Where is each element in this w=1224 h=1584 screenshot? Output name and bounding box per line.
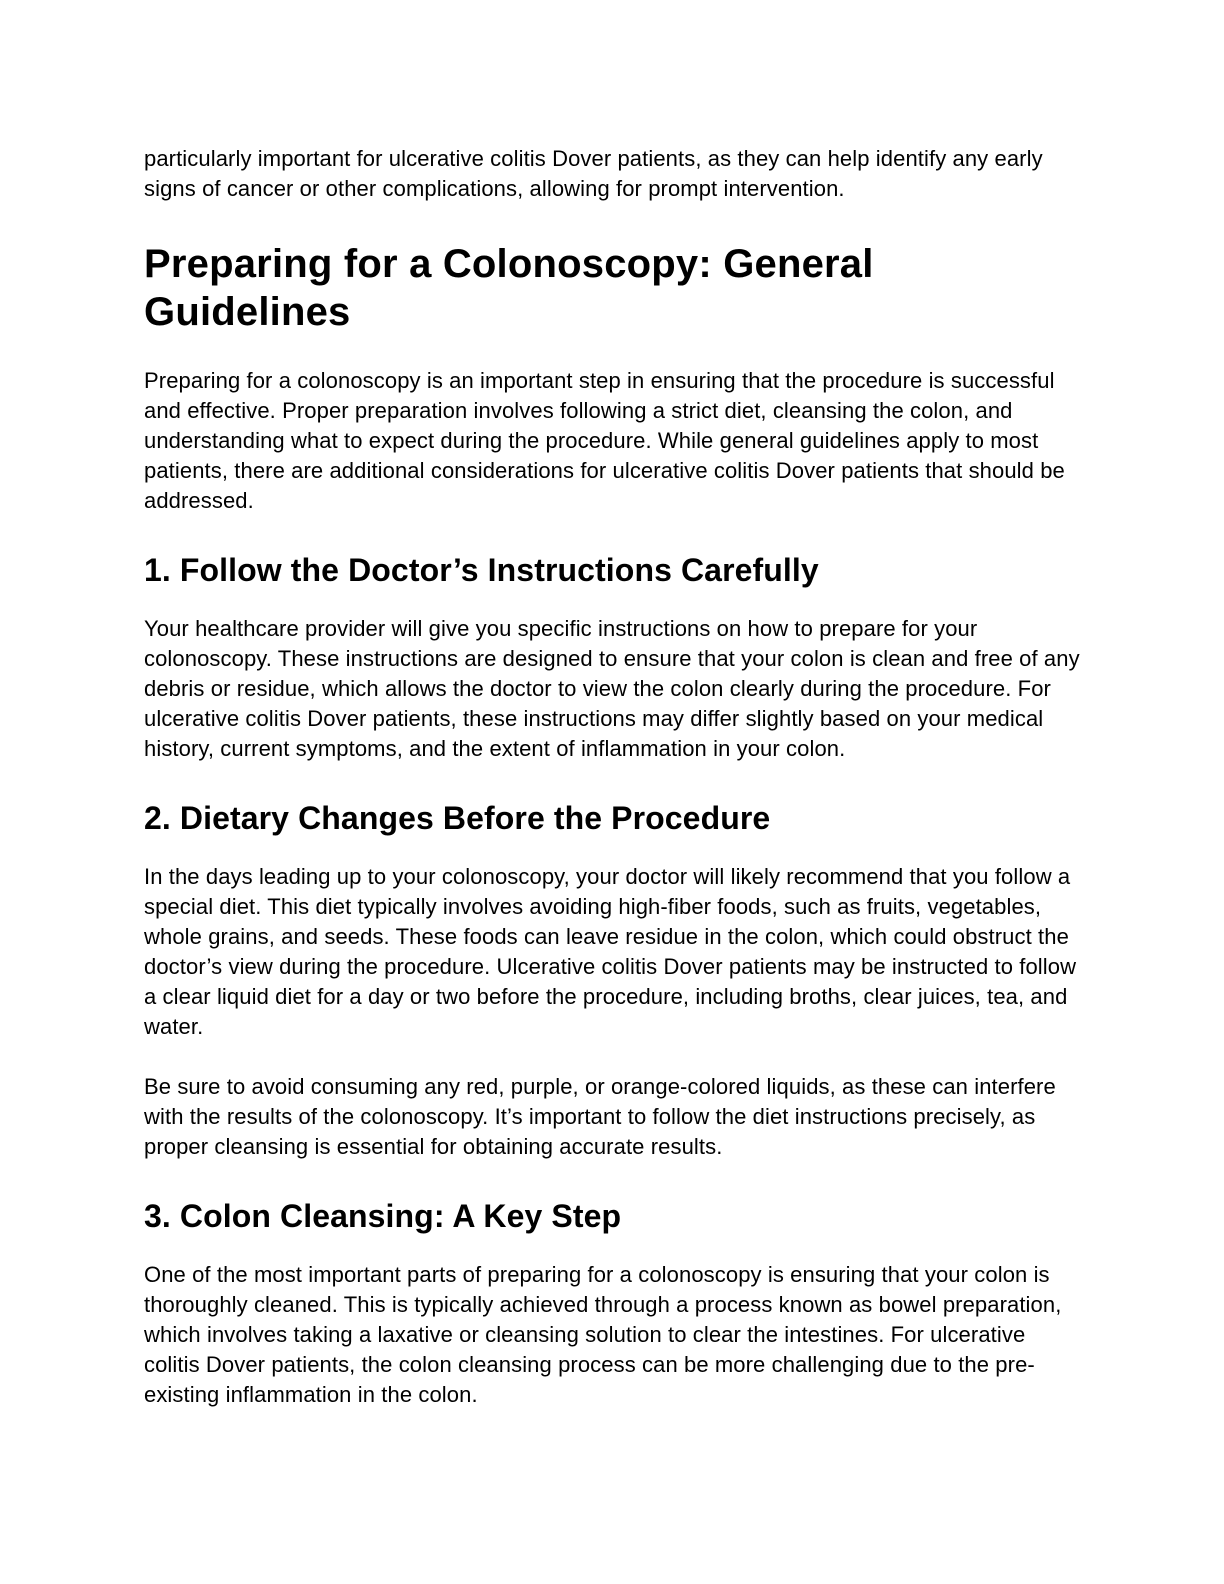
heading-dietary-changes: 2. Dietary Changes Before the Procedure <box>144 800 771 836</box>
document-body <box>144 144 1080 1410</box>
paragraph-screenings-continuation: particularly important for ulcerative colitis Dover patients, as they can help identify any early signs of cancer or other complications, allowing for prompt intervention. <box>144 146 1043 201</box>
paragraph-avoid-colored-liquids: Be sure to avoid consuming any red, purple, or orange-colored liquids, as these can interfere with the results of the colonoscopy. It’s important to follow the diet instructions precisely, as proper cleansing is essential for obtaining accurate results. <box>144 1074 1056 1159</box>
paragraph-dietary-changes: In the days leading up to your colonoscopy, your doctor will likely recommend that you follow a special diet. This diet typically involves avoiding high-fiber foods, such as fruits, vegetables, whole grains, and seeds. These foods can leave residue in the colon, which could obstruct the doctor’s view during the procedure. Ulcerative colitis Dover patients may be instructed to follow a clear liquid diet for a day or two before the procedure, including broths, clear juices, tea, and water. <box>144 864 1077 1039</box>
heading-follow-doctors-instructions: 1. Follow the Doctor’s Instructions Carefully <box>144 552 819 588</box>
paragraph-colon-cleansing: One of the most important parts of preparing for a colonoscopy is ensuring that your colon is thoroughly cleaned. This is typically achieved through a process known as bowel preparation, which involves taking a laxative or cleansing solution to clear the intestines. For ulcerative colitis Dover patients, the colon cleansing process can be more challenging due to the pre-existing inflammation in the colon. <box>144 1262 1062 1407</box>
paragraph-guidelines-intro: Preparing for a colonoscopy is an important step in ensuring that the procedure is successful and effective. Proper preparation involves following a strict diet, cleansing the colon, and understanding what to expect during the procedure. While general guidelines apply to most patients, there are additional considerations for ulcerative colitis Dover patients that should be addressed. <box>144 368 1065 513</box>
heading-preparing-guidelines: Preparing for a Colonoscopy: General Guidelines <box>144 242 874 334</box>
heading-colon-cleansing: 3. Colon Cleansing: A Key Step <box>144 1198 622 1234</box>
paragraph-doctors-instructions: Your healthcare provider will give you specific instructions on how to prepare for your colonoscopy. These instructions are designed to ensure that your colon is clean and free of any debris or residue, which allows the doctor to view the colon clearly during the procedure. For ulcerative colitis Dover patients, these instructions may differ slightly based on your medical history, current symptoms, and the extent of inflammation in your colon. <box>144 616 1080 761</box>
